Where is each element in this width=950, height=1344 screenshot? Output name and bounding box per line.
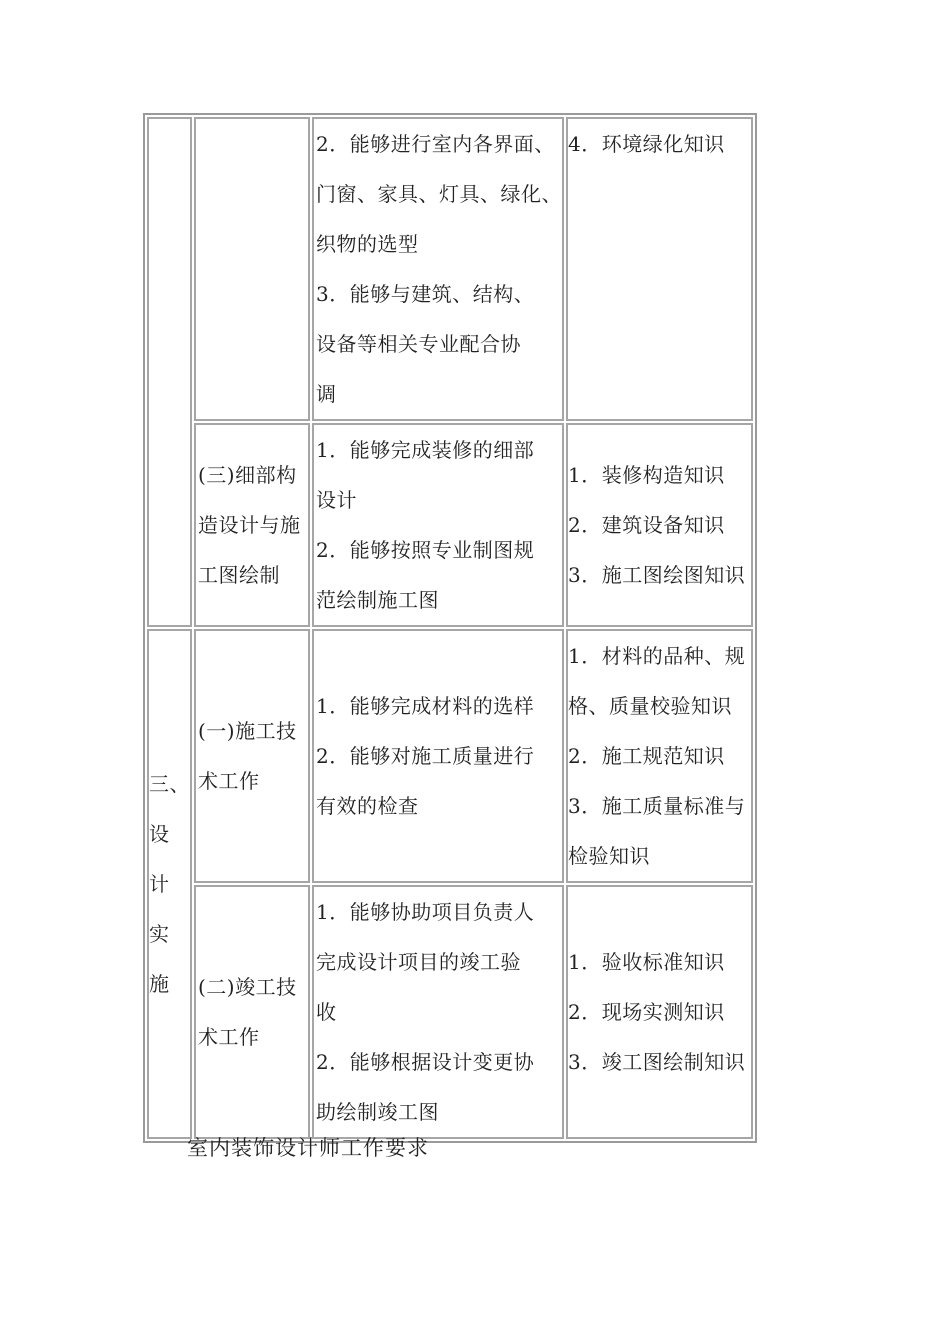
task-line: 造设计与施	[198, 513, 301, 537]
skill-line: 1．能够协助项目负责人	[316, 900, 535, 924]
skill-line: 2．能够按照专业制图规	[316, 538, 535, 562]
skills-cell	[312, 885, 564, 1139]
knowledge-line: 4．环境绿化知识	[568, 132, 725, 156]
task-cell	[194, 885, 310, 1139]
skill-line: 门窗、家具、灯具、绿化、	[316, 182, 562, 206]
skill-line: 2．能够根据设计变更协	[316, 1050, 535, 1074]
task-line: 术工作	[198, 769, 260, 793]
table-caption: 室内装饰设计师工作要求	[187, 1136, 429, 1160]
knowledge-line: 1．验收标准知识	[568, 950, 725, 974]
task-cell	[194, 629, 310, 883]
knowledge-line: 1．装修构造知识	[568, 463, 725, 487]
table-row	[147, 117, 753, 421]
table-row	[147, 629, 753, 883]
knowledge-line: 2．建筑设备知识	[568, 513, 725, 537]
knowledge-cell	[566, 629, 753, 883]
skill-line: 1．能够完成材料的选样	[316, 694, 535, 718]
section-cell-continued	[147, 117, 192, 627]
skill-line: 范绘制施工图	[316, 588, 439, 612]
skill-line: 完成设计项目的竣工验	[316, 950, 521, 974]
task-line: (三)细部构	[198, 463, 297, 487]
skills-cell	[312, 629, 564, 883]
skill-line: 3．能够与建筑、结构、	[316, 282, 535, 306]
skill-line: 收	[316, 1000, 337, 1024]
skill-line: 设计	[316, 488, 357, 512]
skill-line: 调	[316, 382, 337, 406]
knowledge-line: 3．施工图绘图知识	[568, 563, 746, 587]
skill-line: 有效的检查	[316, 794, 419, 818]
task-line: (一)施工技	[198, 719, 297, 743]
skill-line: 设备等相关专业配合协	[316, 332, 521, 356]
knowledge-line: 3．施工质量标准与	[568, 794, 746, 818]
section-line: 计	[149, 872, 170, 896]
task-line: 术工作	[198, 1025, 260, 1049]
task-cell	[194, 423, 310, 627]
knowledge-line: 3．竣工图绘制知识	[568, 1050, 746, 1074]
section-line: 设	[149, 822, 170, 846]
skill-line: 2．能够对施工质量进行	[316, 744, 535, 768]
skill-line: 助绘制竣工图	[316, 1100, 439, 1124]
skill-line: 织物的选型	[316, 232, 419, 256]
knowledge-line: 检验知识	[568, 844, 650, 868]
knowledge-cell	[566, 885, 753, 1139]
knowledge-line: 格、质量校验知识	[568, 694, 732, 718]
skills-cell	[312, 423, 564, 627]
task-line: (二)竣工技	[198, 975, 297, 999]
knowledge-line: 2．施工规范知识	[568, 744, 725, 768]
task-cell-empty	[194, 117, 310, 421]
knowledge-cell	[566, 423, 753, 627]
knowledge-line: 2．现场实测知识	[568, 1000, 725, 1024]
section-line: 施	[149, 972, 170, 996]
section-cell	[147, 629, 192, 1139]
section-line: 实	[149, 922, 170, 946]
table-row	[147, 885, 753, 1139]
skills-cell	[312, 117, 564, 421]
section-line: 三、	[149, 772, 190, 796]
knowledge-cell	[566, 117, 753, 421]
table-row	[147, 423, 753, 627]
skill-line: 2．能够进行室内各界面、	[316, 132, 555, 156]
knowledge-line: 1．材料的品种、规	[568, 644, 746, 668]
skill-line: 1．能够完成装修的细部	[316, 438, 535, 462]
task-line: 工图绘制	[198, 563, 280, 587]
requirements-table	[143, 113, 757, 1143]
